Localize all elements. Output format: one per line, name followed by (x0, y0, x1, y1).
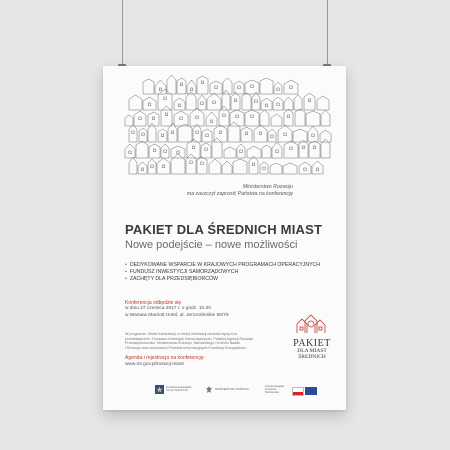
house-window (238, 86, 241, 89)
logo-houses-icon (291, 312, 333, 334)
house-window (165, 113, 168, 116)
house-outline (320, 130, 331, 142)
house-window (192, 146, 195, 149)
house-outline (321, 110, 330, 126)
house-outline (270, 163, 282, 174)
house-window (284, 133, 287, 136)
house-outline (295, 109, 305, 126)
house-window (240, 150, 243, 153)
house-outline (161, 106, 172, 126)
fe-sub: Pomoc Techniczna (166, 389, 188, 392)
footer-logos (125, 385, 325, 399)
house-outline (210, 81, 222, 94)
house-outline (260, 162, 268, 174)
conference-details (125, 306, 229, 319)
bullet-item: • ZACHĘTY DLA PRZEDSIĘBIORCÓW (125, 276, 320, 283)
program-note (125, 332, 275, 350)
house-window (141, 168, 144, 171)
house-window (161, 134, 164, 137)
house-window (219, 131, 222, 134)
ministry-logo (205, 385, 250, 397)
house-outline (178, 124, 192, 142)
house-window (132, 131, 135, 134)
eagle-icon (205, 385, 213, 394)
house-outline (252, 92, 260, 110)
house-window (164, 97, 167, 100)
house-outline (155, 80, 166, 94)
house-window (236, 115, 239, 118)
house-window (190, 88, 193, 91)
agenda-link[interactable]: www.mr.gov.pl/rozwoj-miast (125, 362, 184, 367)
bullet-list (125, 262, 320, 282)
fe-name: Fundusze Europejskie (166, 386, 192, 389)
house-outline (190, 108, 204, 126)
house-outline (293, 129, 307, 142)
house-window (271, 135, 274, 138)
house-outline (158, 129, 167, 142)
eu-name: Unia Europejska (265, 385, 285, 388)
house-window (151, 165, 154, 168)
house-window (277, 103, 280, 106)
house-window (251, 115, 254, 118)
house-window (308, 99, 311, 102)
house-outline (223, 78, 232, 94)
house-window (152, 117, 155, 120)
house-outline (177, 78, 186, 94)
eu-sub: Fundusze Strukturalne (265, 388, 279, 394)
house-outline (260, 78, 273, 94)
house-outline (125, 115, 133, 126)
house-outline (143, 79, 154, 94)
house-window (277, 88, 280, 91)
house-window (148, 103, 151, 106)
house-outline (219, 106, 229, 126)
house-outline (186, 154, 196, 174)
bullet-item: • DEDYKOWANE WSPARCIE W KRAJOWYCH PROGRAMACH OPERACYJNYCH (125, 262, 320, 269)
conference-date: w dniu 27 czerwca 2017 r. o godz. 10.30 (125, 306, 211, 311)
house-outline (273, 97, 283, 110)
program-note-line: i Rozwoju oraz konsultanci Punktów Informacyjnych Funduszy Europejskich. (125, 345, 247, 350)
house-outline (260, 110, 269, 126)
house-window (259, 132, 262, 135)
house-outline (129, 157, 137, 174)
pakiet-logo (291, 312, 333, 370)
house-outline (197, 76, 208, 94)
conference-venue: w Warsaw Marriott Hotel, al. Jerozolimskie 65/79 (125, 312, 229, 318)
house-window (223, 114, 226, 117)
house-window (178, 104, 181, 107)
house-window (312, 134, 315, 137)
house-outline (136, 141, 148, 158)
invite-line-2: ma zaszczyt zaprosić Państwa na konferencję (186, 191, 293, 197)
house-outline (317, 96, 329, 110)
house-outline (212, 138, 222, 158)
hanging-wire-right (327, 0, 328, 70)
house-window (190, 161, 193, 164)
house-outline (167, 75, 176, 94)
house-outline (245, 80, 259, 94)
house-outline (294, 95, 302, 110)
house-window (142, 133, 145, 136)
logo-text-1: PAKIET (293, 338, 331, 349)
eu-logo (265, 385, 320, 397)
house-outline (148, 112, 159, 126)
house-outline (171, 146, 185, 158)
house-window (252, 163, 255, 166)
poster (103, 66, 346, 410)
house-window (171, 131, 174, 134)
logo-text-3: ŚREDNICH (298, 353, 326, 360)
house-outline (206, 112, 217, 126)
house-outline (271, 114, 282, 126)
house-window (276, 150, 279, 153)
house-window (234, 99, 237, 102)
house-outline (174, 111, 188, 126)
hanging-wire-left (122, 0, 123, 70)
conference-heading: Konferencja odbędzie się (125, 300, 182, 306)
poland-flag-icon (292, 387, 304, 396)
house-window (177, 151, 180, 154)
house-outline (197, 157, 207, 174)
house-outline (148, 159, 156, 174)
house-outline (224, 147, 236, 158)
house-outline (129, 95, 142, 110)
ministry-name: MINISTERSTWO ROZWOJU (215, 388, 250, 391)
house-outline (283, 163, 297, 174)
fe-star-icon (155, 385, 164, 394)
logo-text-2: DLA MIAST (297, 348, 327, 354)
invite-line-1: Ministerstwo Rozwoju (242, 184, 293, 190)
house-outline (186, 92, 196, 110)
house-window (313, 146, 316, 149)
house-window (316, 168, 319, 171)
house-outline (284, 80, 298, 94)
house-outline (222, 161, 232, 174)
house-window (304, 168, 307, 171)
house-window (205, 148, 208, 151)
house-window (290, 86, 293, 89)
house-outline (249, 156, 258, 174)
house-window (201, 162, 204, 165)
house-window (164, 150, 167, 153)
house-window (210, 120, 213, 123)
houses-illustration (103, 66, 346, 186)
house-window (251, 85, 254, 88)
house-outline (247, 146, 261, 158)
agenda-heading: Agenda i rejestracja na konferencję: (125, 355, 205, 361)
house-outline (157, 158, 170, 174)
house-outline (207, 93, 221, 110)
house-window (201, 102, 204, 105)
house-window (162, 165, 165, 168)
house-window (287, 115, 290, 118)
invitation-text (103, 184, 293, 198)
program-note-line: W programie: Strefa Konsultacji, w której informacji udzielać będą m.in. (125, 332, 239, 336)
house-outline (312, 161, 323, 174)
house-window (153, 149, 156, 152)
house-outline (262, 145, 271, 158)
house-outline (299, 140, 308, 158)
house-outline (231, 92, 240, 110)
house-outline (309, 141, 320, 158)
house-window (265, 104, 268, 107)
house-window (255, 100, 258, 103)
house-outline (268, 129, 276, 142)
bullet-item: • FUNDUSZ INWESTYCJI SAMORZĄDOWYCH (125, 269, 320, 276)
house-outline (284, 97, 293, 110)
house-outline (237, 144, 245, 158)
house-window (215, 86, 218, 89)
eu-flag-icon (305, 387, 317, 395)
house-window (129, 151, 132, 154)
house-outline (143, 97, 156, 110)
house-window (139, 117, 142, 120)
house-outline (171, 154, 185, 174)
house-outline (278, 125, 292, 142)
house-outline (139, 128, 147, 142)
house-window (159, 88, 162, 91)
house-window (196, 131, 199, 134)
house-outline (306, 111, 320, 126)
house-outline (161, 144, 169, 158)
program-note-line: przedstawiciele: Funduszu Inwestycji Samorządowych, Polskiej Agencji Rozwoju (125, 336, 254, 341)
house-outline (245, 110, 259, 126)
house-window (263, 167, 266, 170)
house-window (196, 116, 199, 119)
house-outline (149, 144, 160, 158)
program-note-line: Przedsiębiorczości, Ministerstwa Rozwoju, Narodowego Centrum Badań (125, 341, 241, 346)
house-outline (242, 93, 251, 110)
house-window (213, 101, 216, 104)
house-window (180, 117, 183, 120)
poster-title: PAKIET DLA ŚREDNICH MIAST (125, 222, 323, 237)
house-window (201, 81, 204, 84)
fundusze-europejskie-logo (155, 385, 195, 397)
house-outline (134, 111, 146, 126)
poster-subtitle: Nowe podejście – nowe możliwości (125, 239, 298, 251)
house-window (302, 146, 305, 149)
house-outline (209, 159, 221, 174)
house-window (206, 134, 209, 137)
house-window (180, 83, 183, 86)
house-outline (233, 159, 247, 174)
house-window (290, 147, 293, 150)
house-window (245, 132, 248, 135)
house-outline (254, 125, 267, 142)
house-outline (202, 129, 212, 142)
house-outline (187, 80, 196, 94)
house-outline (198, 95, 206, 110)
